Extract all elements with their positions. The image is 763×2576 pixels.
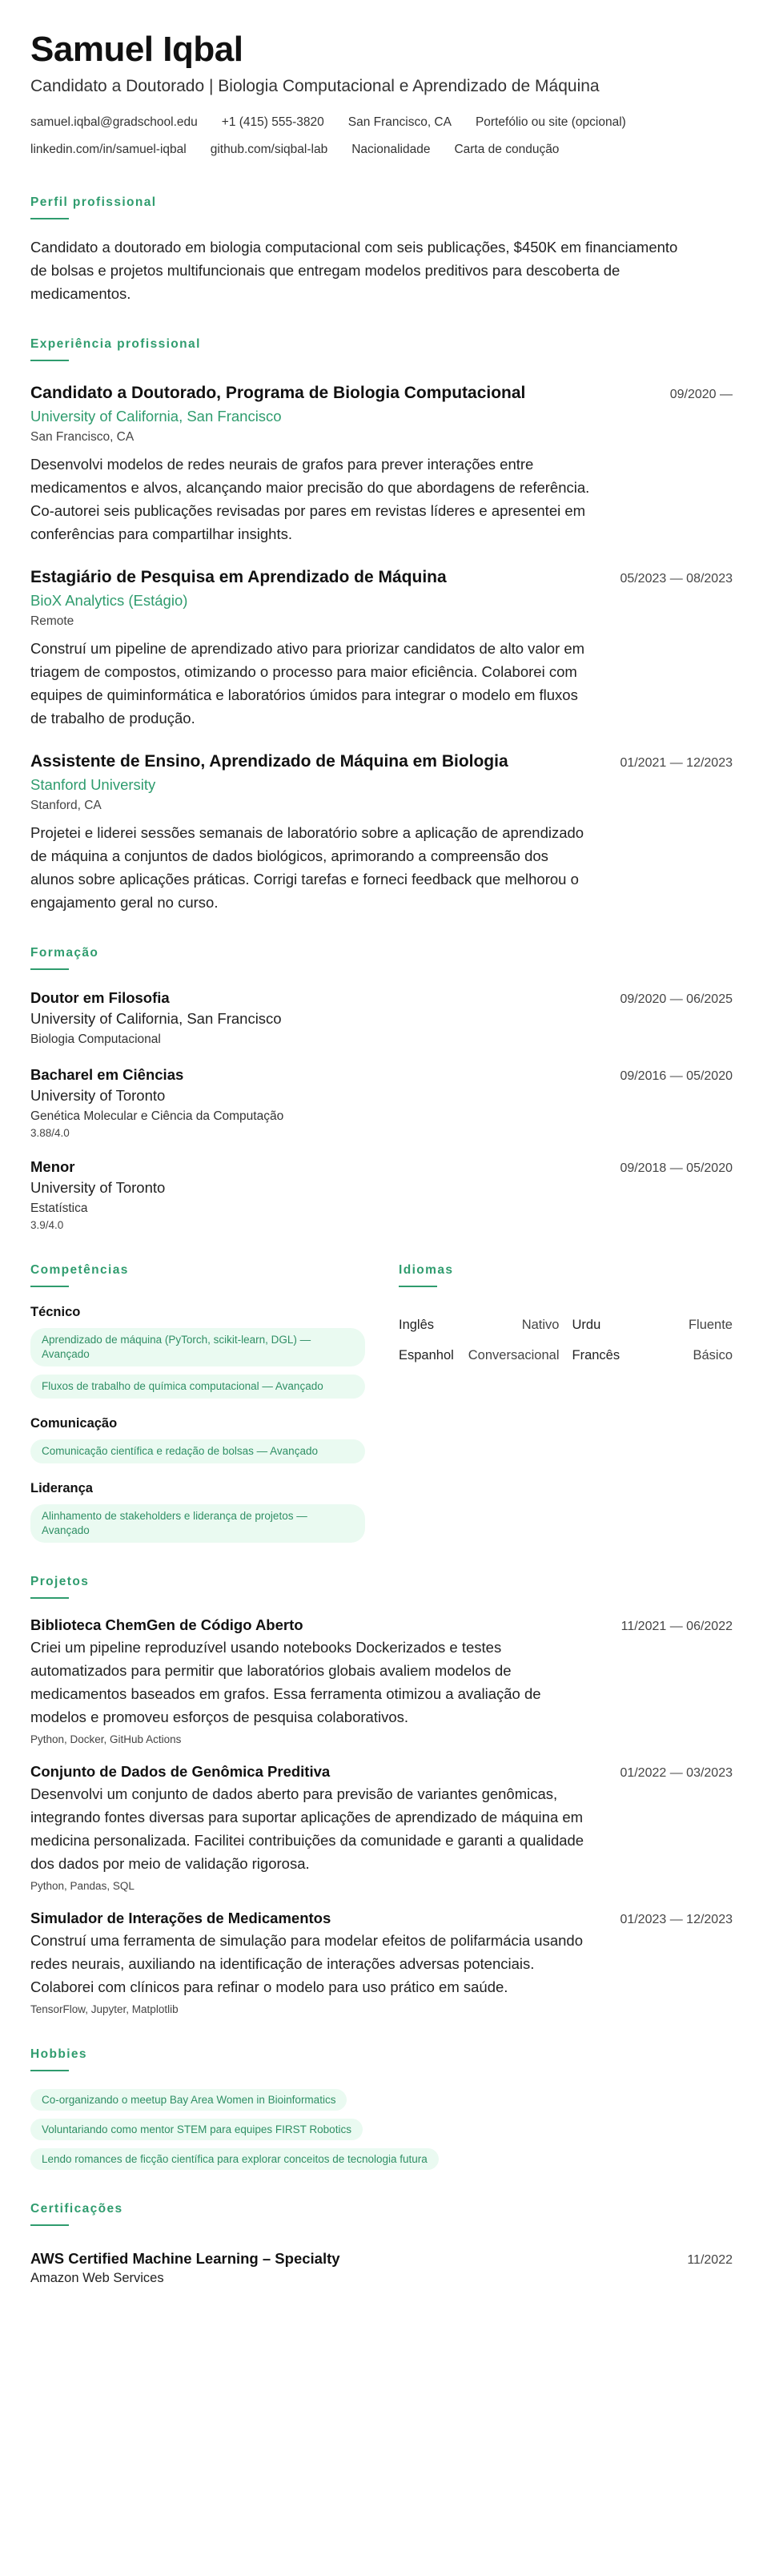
degree: Doutor em Filosofia [30,989,170,1006]
language-name: Espanhol [399,1348,454,1362]
language-level: Fluente [688,1318,733,1332]
language-name: Urdu [572,1318,601,1332]
education-section [30,946,733,1231]
language-name: Inglês [399,1318,435,1332]
education-dates: 09/2020 — 06/2025 [620,992,733,1006]
section-divider [30,1286,69,1287]
contact-linkedin[interactable]: linkedin.com/in/samuel-iqbal [30,143,187,156]
hobbies-section [30,2047,733,2170]
skill-chip: Comunicação científica e redação de bolsas — Avançado [30,1439,365,1463]
job-dates: 01/2021 — 12/2023 [620,756,733,770]
education-item [30,989,733,1047]
language-level: Básico [693,1348,733,1362]
project-item [30,1763,733,1892]
language-level: Nativo [521,1318,560,1332]
job-dates: 09/2020 — [669,388,733,401]
skill-category: Liderança [30,1481,93,1495]
certification-issuer: Amazon Web Services [30,2271,164,2285]
project-description: Desenvolvi um conjunto de dados aberto para previsão de variantes genômicas, integrando fontes diversas para suportar aplicações de aprendizado de máquina em medicina personalizada. Facilitei contribuições da comunidade e garanti a qualidade dos dados por meio de validação rigorosa. [30,1785,584,1872]
contact-portfolio[interactable]: Portefólio ou site (opcional) [475,115,626,129]
section-divider [30,2070,69,2071]
job-description: Desenvolvi modelos de redes neurais de grafos para prever interações entre medicamentos e alvos, alcançando maior precisão do que abordagens de referência. Co-autorei seis publicações revisadas por pares em revistas líderes e apresentei em conferências para compartilhar insights. [30,456,590,542]
skills-languages-row [30,1263,733,1543]
profile-section [30,195,733,305]
hobby-chip: Co-organizando o meetup Bay Area Women in Bioinformatics [30,2089,347,2111]
certification-item [30,2250,733,2286]
experience-item [30,384,733,545]
skill-group [30,1481,395,1543]
language-item [572,1340,733,1371]
job-location: Stanford, CA [30,799,102,812]
gpa: 3.9/4.0 [30,1219,64,1231]
section-title: Formação [30,946,99,960]
skill-group [30,1416,395,1463]
project-name: Biblioteca ChemGen de Código Aberto [30,1616,303,1633]
school: University of Toronto [30,1179,166,1196]
school: University of Toronto [30,1087,166,1104]
contact-location: San Francisco, CA [347,115,452,129]
project-tech: Python, Docker, GitHub Actions [30,1733,182,1745]
contact-email[interactable]: samuel.iqbal@gradschool.edu [30,115,198,129]
skill-category: Comunicação [30,1416,118,1431]
language-item [572,1310,733,1340]
project-tech: Python, Pandas, SQL [30,1880,135,1892]
gpa: 3.88/4.0 [30,1127,70,1139]
job-title: Assistente de Ensino, Aprendizado de Máquina em Biologia [30,752,508,771]
section-title: Projetos [30,1575,90,1588]
language-level: Conversacional [468,1348,560,1362]
field-of-study: Estatística [30,1201,88,1215]
skill-group [30,1305,395,1399]
experience-item [30,568,733,730]
experience-section [30,337,733,914]
education-item [30,1158,733,1231]
skills-section [30,1263,395,1543]
skill-chip: Fluxos de trabalho de química computacional — Avançado [30,1375,365,1399]
education-dates: 09/2016 — 05/2020 [620,1069,733,1083]
job-company: BioX Analytics (Estágio) [30,592,188,609]
skill-category: Técnico [30,1305,81,1319]
project-item [30,1910,733,2015]
contact-list [30,109,719,163]
contact-nationality: Nacionalidade [351,143,431,156]
job-dates: 05/2023 — 08/2023 [620,572,733,586]
projects-section [30,1575,733,2015]
job-company: Stanford University [30,776,156,793]
resume-header [30,29,733,163]
project-description: Criei um pipeline reproduzível usando notebooks Dockerizados e testes automatizados para permitir que laboratórios globais avaliem modelos de medicamentos baseados em grafos. Essa ferramenta otimizou a avaliação de modelos e promoveu esforços de pesquisa colaborativos. [30,1639,541,1725]
section-divider [30,968,69,970]
language-name: Francês [572,1348,620,1362]
project-description: Construí uma ferramenta de simulação para modelar efeitos de polifarmácia usando redes neurais, auxiliando na identificação de interações adversas potenciais. Colaborei com clínicos para refinar o modelo para uso prático em saúde. [30,1932,584,1995]
field-of-study: Biologia Computacional [30,1032,161,1046]
project-dates: 01/2022 — 03/2023 [620,1766,733,1780]
contact-driving-license: Carta de condução [454,143,560,156]
section-title: Idiomas [399,1263,454,1277]
education-dates: 09/2018 — 05/2020 [620,1161,733,1175]
section-title: Hobbies [30,2047,87,2061]
job-company: University of California, San Francisco [30,408,282,425]
section-divider [30,2224,69,2226]
language-item [399,1340,560,1371]
contact-phone[interactable]: +1 (415) 555-3820 [221,115,324,129]
job-description: Projetei e liderei sessões semanais de laboratório sobre a aplicação de aprendizado de máquina a conjuntos de dados biológicos, aprimorando a compreensão dos alunos sobre aplicações práticas. Corrigi tarefas e forneci feedback que melhorou o engajamento geral no curso. [30,824,584,911]
section-title: Experiência profissional [30,337,201,351]
degree: Menor [30,1158,75,1175]
language-item [399,1310,560,1340]
section-title: Perfil profissional [30,195,157,209]
project-name: Conjunto de Dados de Genômica Preditiva [30,1763,331,1780]
section-title: Certificações [30,2202,123,2216]
certification-date: 11/2022 [687,2253,733,2267]
field-of-study: Genética Molecular e Ciência da Computação [30,1109,284,1123]
project-dates: 01/2023 — 12/2023 [620,1913,733,1926]
section-divider [399,1286,437,1287]
experience-item [30,752,733,914]
project-item [30,1616,733,1745]
education-item [30,1066,733,1139]
job-location: San Francisco, CA [30,430,135,444]
skill-chip: Aprendizado de máquina (PyTorch, scikit-learn, DGL) — Avançado [30,1328,365,1366]
skill-chip: Alinhamento de stakeholders e liderança de projetos — Avançado [30,1504,365,1543]
job-location: Remote [30,614,74,628]
job-title: Candidato a Doutorado, Programa de Biologia Computacional [30,384,526,402]
job-title: Estagiário de Pesquisa em Aprendizado de Máquina [30,568,447,586]
section-divider [30,218,69,219]
degree: Bacharel em Ciências [30,1066,184,1083]
project-tech: TensorFlow, Jupyter, Matplotlib [30,2003,179,2015]
section-divider [30,1597,69,1599]
headline: Candidato a Doutorado | Biologia Computacional e Aprendizado de Máquina [30,77,600,95]
hobby-chip: Lendo romances de ficção científica para explorar conceitos de tecnologia futura [30,2148,439,2170]
contact-github[interactable]: github.com/siqbal-lab [210,143,328,156]
project-name: Simulador de Interações de Medicamentos [30,1910,331,1926]
candidate-name: Samuel Iqbal [30,30,243,69]
language-list [399,1310,733,1371]
profile-summary: Candidato a doutorado em biologia computacional com seis publicações, $450K em financiamento de bolsas e projetos multifuncionais que entregam modelos preditivos para descoberta de medicamentos. [30,239,678,302]
section-title: Competências [30,1263,129,1277]
certification-name: AWS Certified Machine Learning – Specialty [30,2250,340,2267]
certifications-section [30,2202,733,2286]
languages-section [399,1263,733,1543]
job-description: Construí um pipeline de aprendizado ativo para priorizar candidatos de alto valor em triagem de compostos, otimizando o processo para maior eficiência. Colaborei com equipes de quiminformática e laboratórios úmidos para integrar o modelo em fluxos de trabalho de produção. [30,640,585,727]
school: University of California, San Francisco [30,1010,282,1027]
project-dates: 11/2021 — 06/2022 [620,1620,733,1633]
hobby-chip: Voluntariando como mentor STEM para equipes FIRST Robotics [30,2119,363,2140]
section-divider [30,360,69,361]
